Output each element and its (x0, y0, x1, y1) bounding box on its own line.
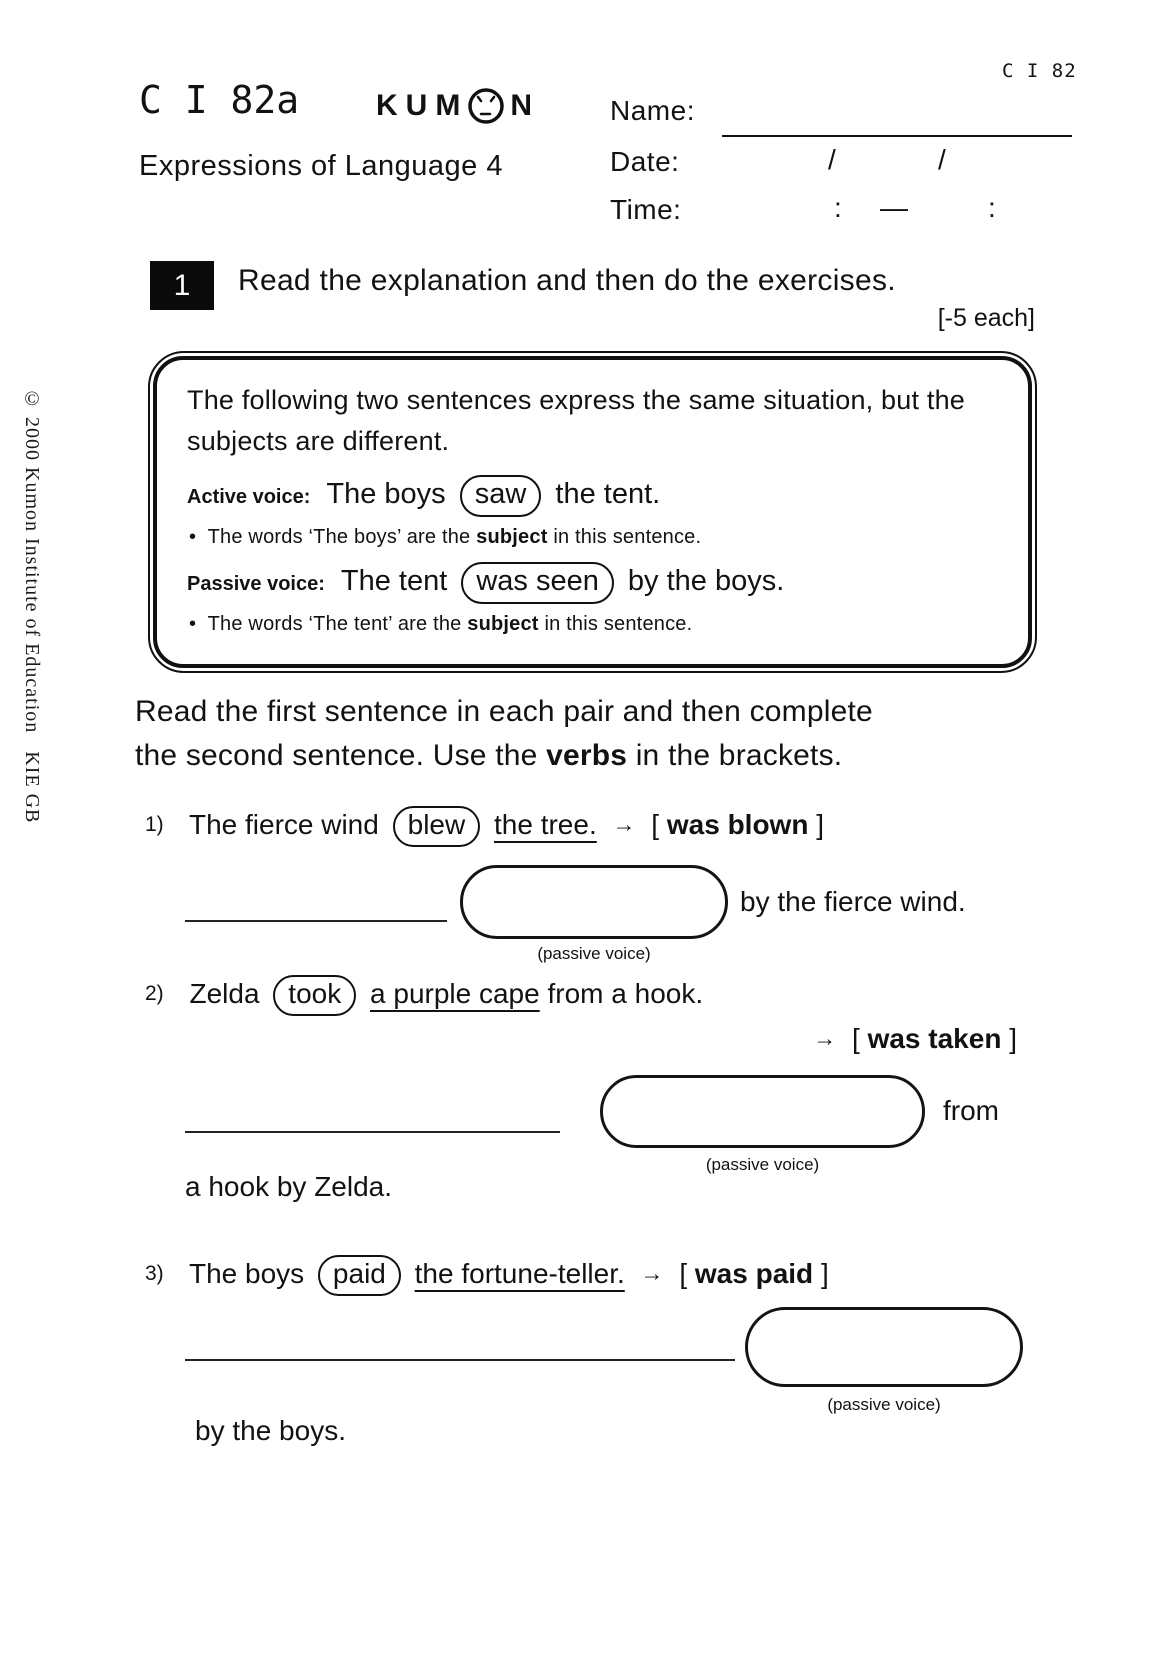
exercise-3-sentence (145, 1255, 1035, 1296)
exercise-1-sentence (145, 806, 1045, 847)
exercise-2-arrow-bracket (805, 1023, 1017, 1055)
passive-verb-oval: was seen (461, 562, 614, 604)
active-voice-sentence (326, 475, 660, 517)
answer-line[interactable] (185, 1131, 560, 1133)
time-label: Time: (610, 194, 682, 225)
sentence-text: The boys (188, 1258, 305, 1289)
copyright-text: © 2000 Kumon Institute of Education KIE GB (21, 388, 43, 824)
arrow-icon: → (612, 811, 636, 837)
kumon-logo-text-left: KUM (376, 89, 469, 122)
bracket-open: [ (679, 1258, 688, 1289)
time-dash: — (880, 192, 908, 223)
verb-oval: took (273, 975, 356, 1016)
sentence-text: Zelda (189, 978, 260, 1009)
answer-continuation: by the boys. (195, 1415, 346, 1446)
exercise-number: 2) (145, 982, 164, 1005)
note-bold: subject (476, 525, 548, 548)
note-text: in this sentence. (544, 612, 693, 635)
exercise-number: 3) (145, 1262, 164, 1285)
explanation-box (148, 351, 1037, 673)
exercise-2-sentence (145, 975, 1035, 1016)
kumon-face-icon (464, 84, 508, 128)
verb-oval: blew (393, 806, 481, 847)
section-number: 1 (173, 268, 191, 302)
task-line2-post: in the brackets. (635, 739, 843, 772)
bracket-close: ] (820, 1258, 829, 1289)
passive-pre: The tent (340, 564, 448, 597)
time-separator: : (834, 192, 842, 223)
answer-oval[interactable] (600, 1075, 925, 1148)
bracket-close: ] (1009, 1023, 1017, 1054)
bracket-verb: was paid (694, 1258, 814, 1289)
bullet-icon: • (189, 525, 197, 548)
underlined-object: a purple cape (370, 978, 540, 1009)
name-label: Name: (610, 95, 695, 126)
active-post: the tent. (555, 478, 661, 510)
answer-continuation: a hook by Zelda. (185, 1171, 393, 1202)
exercise-3 (145, 1255, 1035, 1465)
name-fill-line[interactable] (722, 135, 1072, 137)
kumon-logo-text-right: N (510, 89, 540, 122)
oval-caption: (passive voice) (537, 944, 651, 963)
passive-voice-label: Passive voice: (187, 572, 325, 595)
note-text: The words ‘The boys’ are the (207, 525, 471, 548)
explanation-intro: The following two sentences express the same situation, but the subjects are different. (187, 385, 966, 456)
worksheet-title: Expressions of Language 4 (139, 150, 503, 182)
scoring-note: [-5 each] (937, 304, 1035, 332)
active-voice-label: Active voice: (187, 486, 311, 508)
section-number-badge (150, 261, 214, 310)
passive-voice-row (187, 562, 998, 604)
answer-oval[interactable] (745, 1307, 1023, 1387)
answer-suffix: from (943, 1095, 999, 1126)
bullet-icon: • (189, 612, 197, 635)
answer-suffix: by the fierce wind. (740, 886, 966, 917)
section-instruction: Read the explanation and then do the exercises. (238, 264, 896, 297)
passive-voice-note (189, 613, 998, 636)
worksheet-code: C I 82a (139, 78, 300, 122)
passive-voice-sentence (341, 562, 784, 604)
active-voice-note (189, 526, 998, 549)
kumon-logo (376, 84, 540, 128)
bracket-open: [ (651, 809, 660, 840)
date-separator: / (828, 144, 836, 175)
note-text: in this sentence. (553, 525, 702, 548)
note-bold: subject (467, 612, 539, 635)
underlined-object: the tree. (494, 809, 597, 840)
note-text: The words ‘The tent’ are the (207, 612, 462, 635)
bracket-verb: was blown (666, 809, 809, 840)
sentence-text: The fierce wind (188, 809, 379, 840)
exercise-number: 1) (145, 813, 164, 836)
verb-oval: paid (318, 1255, 401, 1296)
exercise-2 (145, 975, 1035, 1215)
time-separator: : (988, 192, 996, 223)
answer-line[interactable] (185, 1359, 735, 1361)
active-pre: The boys (326, 478, 446, 510)
oval-caption: (passive voice) (827, 1395, 941, 1414)
answer-oval[interactable] (460, 865, 728, 939)
active-verb-oval: saw (460, 475, 542, 517)
task-instruction (135, 690, 873, 778)
arrow-icon: → (813, 1025, 837, 1051)
sentence-text: from a hook. (547, 978, 704, 1009)
passive-post: by the boys. (627, 564, 785, 597)
date-separator: / (938, 144, 946, 175)
arrow-icon: → (640, 1260, 664, 1286)
answer-line[interactable] (185, 920, 447, 922)
oval-caption: (passive voice) (705, 1155, 820, 1174)
exercise-1 (145, 806, 1045, 966)
bracket-close: ] (816, 809, 824, 840)
bracket-verb: was taken (867, 1023, 1002, 1054)
task-line2-pre: the second sentence. Use the (135, 739, 538, 772)
task-line1: Read the first sentence in each pair and then complete (135, 695, 873, 728)
bracket-open: [ (852, 1023, 860, 1054)
task-line2-bold: verbs (546, 739, 628, 772)
date-label: Date: (610, 146, 680, 177)
sheet-code-top-right: C I 82 (1002, 60, 1077, 82)
explanation-box-inner (153, 356, 1032, 668)
underlined-object: the fortune-teller. (414, 1258, 625, 1289)
active-voice-row (187, 475, 998, 517)
